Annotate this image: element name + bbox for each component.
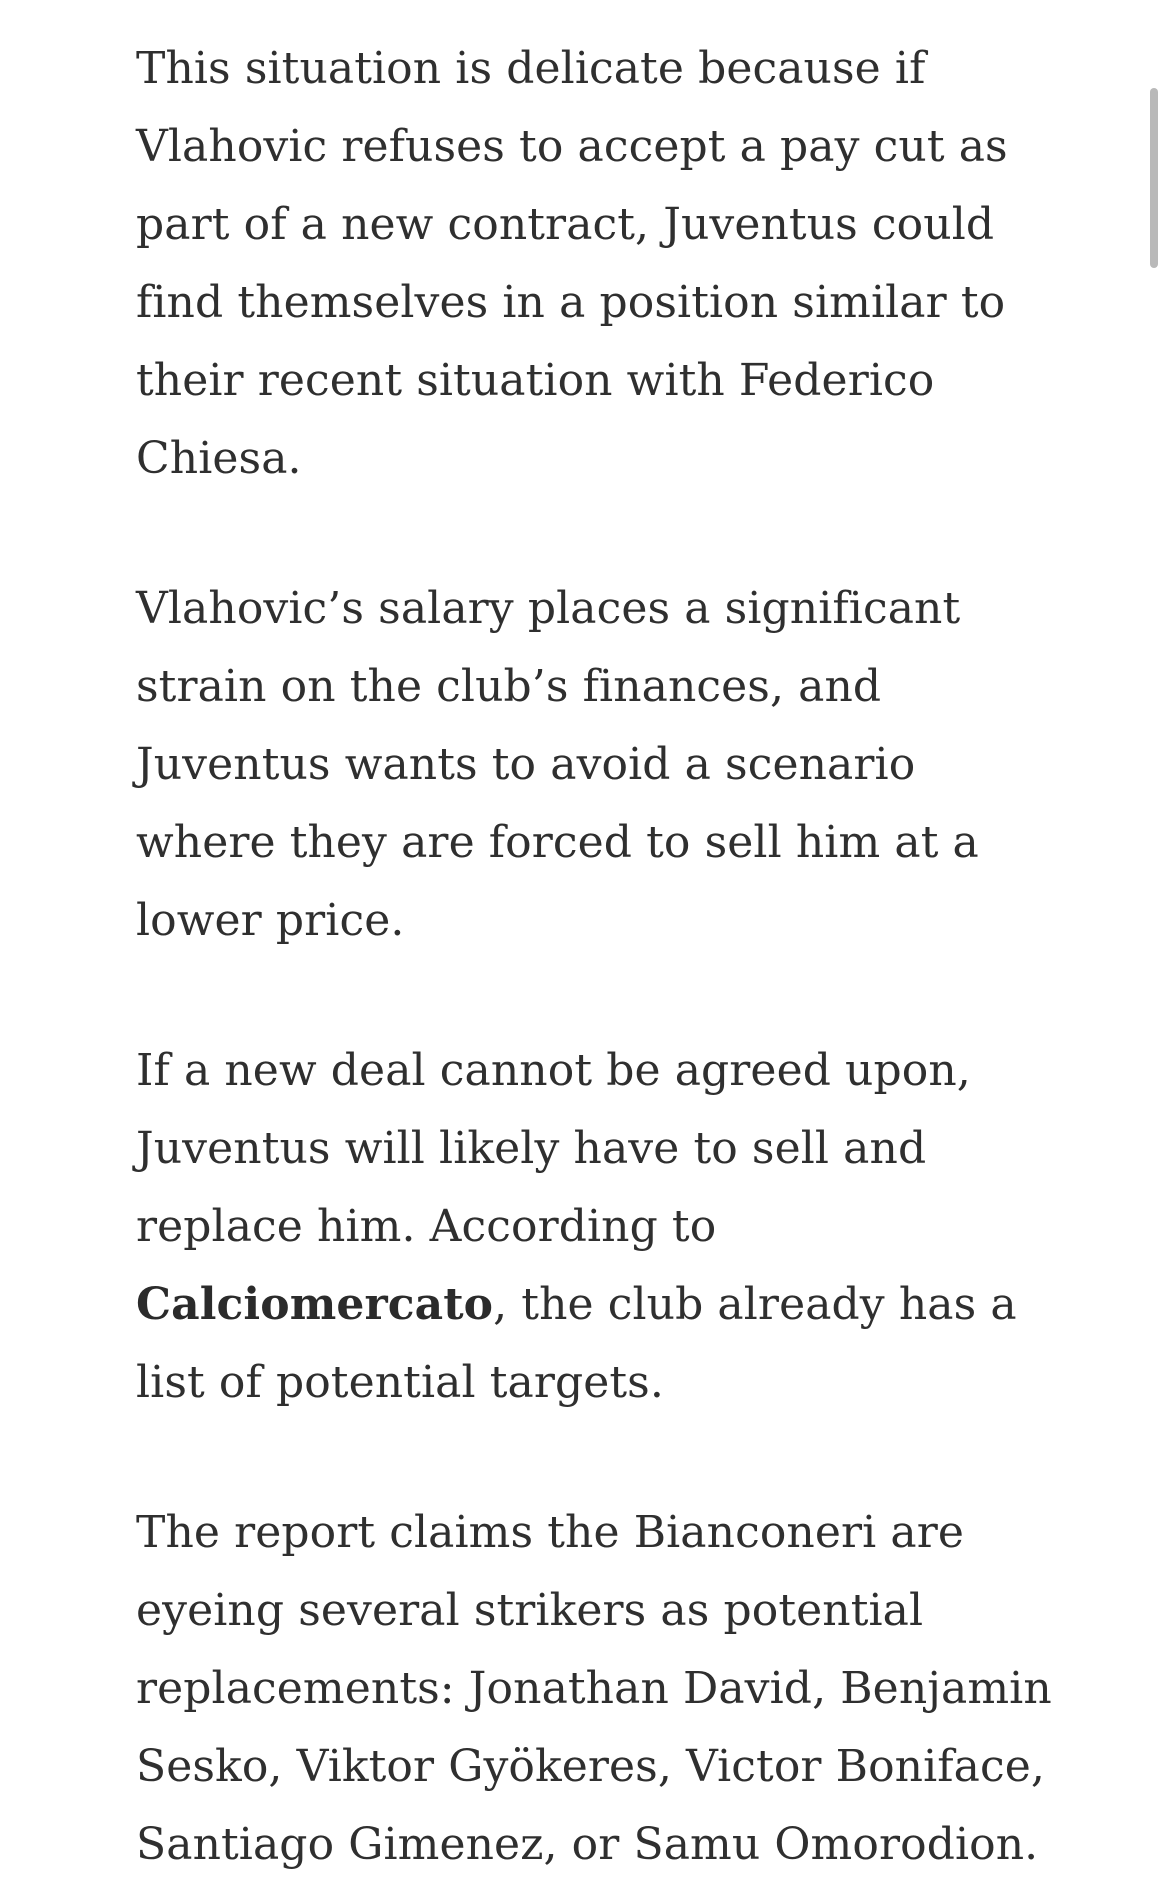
- paragraph-text-after-source: , the club already has a list of potential targets.: [136, 1279, 1017, 1408]
- vertical-scrollbar[interactable]: [1150, 88, 1158, 268]
- article-body: [136, 30, 1066, 1884]
- source-name: Calciomercato: [136, 1279, 494, 1330]
- article-paragraph-4: The report claims the Bianconeri are eyeing several strikers as potential replacements: Jonathan David, Benjamin Sesko, Viktor Gyökeres, Victor Boniface, Santiago Gimenez, or Samu Omorodion.: [136, 1507, 1052, 1870]
- paragraph-text-before-source: If a new deal cannot be agreed upon, Juventus will likely have to sell and replace him. According to: [136, 1045, 971, 1252]
- article-paragraph-1: This situation is delicate because if Vlahovic refuses to accept a pay cut as part of a new contract, Juventus could find themselves in a position similar to their recent situation with Federico Chiesa.: [136, 43, 1008, 484]
- article-paragraph-3: [136, 1032, 1066, 1422]
- article-paragraph-2: Vlahovic’s salary places a significant strain on the club’s finances, and Juventus wants to avoid a scenario where they are forced to sell him at a lower price.: [136, 583, 979, 946]
